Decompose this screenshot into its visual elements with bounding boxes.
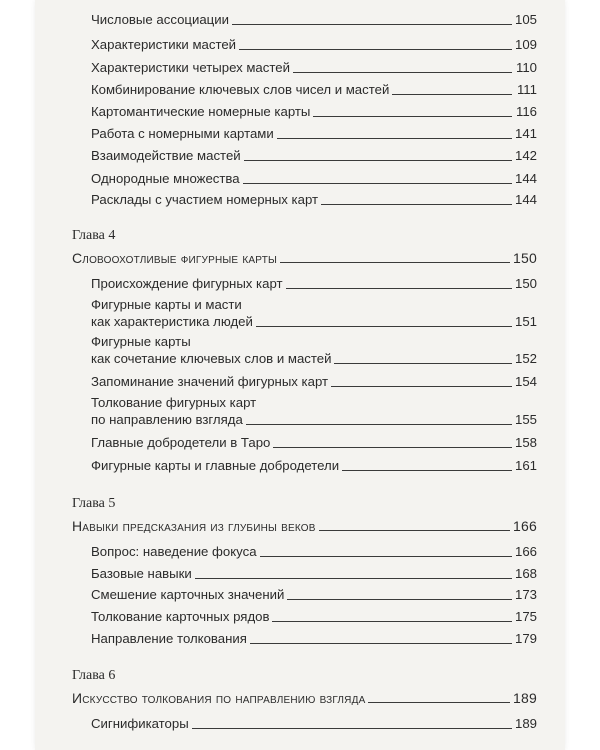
leader-line xyxy=(273,447,512,448)
entry-page: 141 xyxy=(514,126,537,141)
leader-line xyxy=(256,326,512,327)
chapter-label: Глава 5 xyxy=(72,496,116,511)
entry-page: 166 xyxy=(514,544,537,559)
entry-title: Толкование карточных рядов xyxy=(91,609,270,624)
leader-line xyxy=(195,578,512,579)
toc-entry[interactable] xyxy=(91,276,537,292)
entry-page: 175 xyxy=(514,609,537,624)
entry-page: 142 xyxy=(514,148,537,163)
toc-entry[interactable] xyxy=(91,544,537,560)
entry-page: 168 xyxy=(514,566,537,581)
toc-entry[interactable] xyxy=(91,631,537,647)
toc-entry[interactable] xyxy=(91,192,537,208)
toc-page xyxy=(35,0,565,750)
entry-title: Фигурные карты и главные добродетели xyxy=(91,458,340,473)
leader-line xyxy=(250,643,512,644)
toc-entry[interactable] xyxy=(91,126,537,142)
leader-line xyxy=(331,386,512,387)
leader-line xyxy=(280,262,510,263)
toc-entry[interactable] xyxy=(91,37,537,53)
entry-title: Комбинирование ключевых слов чисел и мастей xyxy=(91,82,390,97)
toc-entry[interactable] xyxy=(91,171,537,187)
entry-page: 151 xyxy=(514,314,537,329)
entry-title: Расклады с участием номерных карт xyxy=(91,192,319,207)
toc-entry[interactable] xyxy=(91,566,537,582)
chapter-title: Искусство толкования по направлению взгляда xyxy=(72,690,366,706)
entry-page: 155 xyxy=(514,412,537,427)
entry-page: 150 xyxy=(514,276,537,291)
entry-page: 111 xyxy=(516,82,537,97)
toc-entry[interactable] xyxy=(91,458,537,474)
entry-title-cont: как характеристика людей xyxy=(91,314,253,329)
entry-title-cont: как сочетание ключевых слов и мастей xyxy=(91,351,332,366)
entry-title: Характеристики мастей xyxy=(91,37,237,52)
leader-line xyxy=(286,288,512,289)
toc-entry[interactable] xyxy=(91,587,537,603)
leader-line xyxy=(277,138,512,139)
leader-line xyxy=(334,363,512,364)
entry-page: 116 xyxy=(515,104,537,119)
toc-entry[interactable] xyxy=(91,148,537,164)
entry-page: 161 xyxy=(514,458,537,473)
toc-entry[interactable] xyxy=(91,12,537,28)
toc-entry[interactable] xyxy=(91,609,537,625)
toc-entry[interactable] xyxy=(91,716,537,732)
leader-line xyxy=(232,24,512,25)
chapter-label: Глава 6 xyxy=(72,668,116,683)
entry-title: Базовые навыки xyxy=(91,566,192,581)
entry-page: 189 xyxy=(513,690,537,706)
leader-line xyxy=(368,702,510,703)
toc-entry[interactable] xyxy=(91,374,537,390)
chapter-label: Глава 4 xyxy=(72,228,116,243)
leader-line xyxy=(319,530,510,531)
entry-title: Картомантические номерные карты xyxy=(91,104,311,119)
leader-line xyxy=(244,160,512,161)
entry-page: 189 xyxy=(514,716,537,731)
entry-title: Направление толкования xyxy=(91,631,247,646)
toc-entry[interactable] xyxy=(91,82,537,98)
entry-page: 150 xyxy=(513,250,537,266)
toc-entry[interactable] xyxy=(91,60,537,76)
entry-page: 144 xyxy=(514,192,537,207)
entry-title: Взаимодействие мастей xyxy=(91,148,241,163)
leader-line xyxy=(260,556,512,557)
entry-title: Смешение карточных значений xyxy=(91,587,285,602)
leader-line xyxy=(313,116,512,117)
toc-chapter-title[interactable] xyxy=(72,518,537,534)
entry-title: Работа с номерными картами xyxy=(91,126,274,141)
entry-title: Запоминание значений фигурных карт xyxy=(91,374,329,389)
entry-page: 166 xyxy=(513,518,537,534)
leader-line xyxy=(342,470,512,471)
chapter-title: Словоохотливые фигурные карты xyxy=(72,250,278,266)
entry-title: Вопрос: наведение фокуса xyxy=(91,544,257,559)
chapter-title: Навыки предсказания из глубины веков xyxy=(72,518,316,534)
entry-page: 152 xyxy=(514,351,537,366)
entry-title: Характеристики четырех мастей xyxy=(91,60,290,75)
leader-line xyxy=(293,72,512,73)
toc-entry[interactable] xyxy=(91,435,537,451)
leader-line xyxy=(239,49,512,50)
entry-title: Происхождение фигурных карт xyxy=(91,276,283,291)
toc-chapter-title[interactable] xyxy=(72,250,537,266)
entry-page: 109 xyxy=(514,37,537,52)
leader-line xyxy=(392,94,512,95)
entry-page: 179 xyxy=(514,631,537,646)
leader-line xyxy=(321,204,512,205)
entry-title: Толкование фигурных карт xyxy=(91,395,257,410)
leader-line xyxy=(272,621,512,622)
entry-page: 110 xyxy=(515,60,537,75)
entry-page: 158 xyxy=(514,435,537,450)
leader-line xyxy=(246,424,512,425)
entry-title: Сигнификаторы xyxy=(91,716,189,731)
entry-page: 154 xyxy=(514,374,537,389)
leader-line xyxy=(243,183,512,184)
entry-page: 144 xyxy=(514,171,537,186)
toc-chapter-title[interactable] xyxy=(72,690,537,706)
entry-title: Главные добродетели в Таро xyxy=(91,435,271,450)
entry-page: 173 xyxy=(514,587,537,602)
leader-line xyxy=(287,599,512,600)
entry-title: Фигурные карты xyxy=(91,334,191,349)
leader-line xyxy=(192,728,512,729)
entry-page: 105 xyxy=(514,12,537,27)
entry-title: Фигурные карты и масти xyxy=(91,297,242,312)
toc-entry[interactable] xyxy=(91,104,537,120)
entry-title: Числовые ассоциации xyxy=(91,12,229,27)
entry-title-cont: по направлению взгляда xyxy=(91,412,243,427)
entry-title: Однородные множества xyxy=(91,171,240,186)
